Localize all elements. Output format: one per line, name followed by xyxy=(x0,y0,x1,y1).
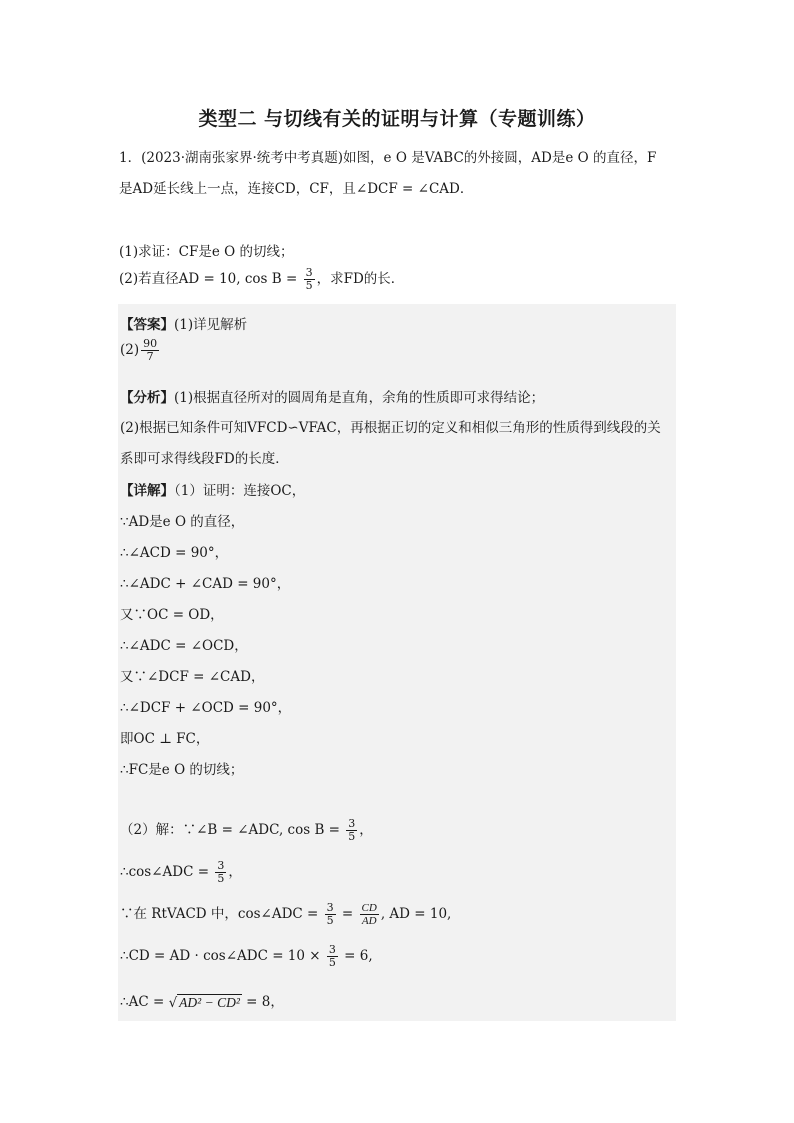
fraction-numerator: 90 xyxy=(143,337,158,350)
part2-suffix: ，求FD的长． xyxy=(316,271,405,288)
answer-line xyxy=(120,313,247,333)
square-root: √ AD² − CD² xyxy=(168,994,240,1011)
detail-line-10: ∴FC是e O 的切线； xyxy=(120,762,244,778)
solution-text: ∴CD = AD · cos∠ADC = 10 × xyxy=(120,948,325,965)
solution-text: = 8， xyxy=(241,994,284,1010)
fraction-numerator: 3 xyxy=(217,859,225,872)
solution-text: = 6, xyxy=(339,948,373,965)
detail-line-5: 又∵OC = OD， xyxy=(120,607,224,623)
detail-line-4: ∴∠ADC + ∠CAD = 90°， xyxy=(120,576,291,592)
fraction-denominator: 5 xyxy=(305,279,313,293)
fraction-denominator: 5 xyxy=(328,956,336,970)
solution-text: , AD = 10, xyxy=(380,906,452,923)
solution-text: ， xyxy=(228,864,242,881)
fraction xyxy=(346,818,357,843)
detail-line-9: 即OC ⊥ FC， xyxy=(120,731,210,747)
fraction xyxy=(141,338,159,363)
analysis-line-1 xyxy=(120,386,544,406)
detail-tag: 【详解】 xyxy=(120,483,174,499)
fraction-numerator: 3 xyxy=(328,943,336,956)
solution-text: （2）解：∵∠B = ∠ADC, cos B = xyxy=(120,822,345,839)
fraction xyxy=(304,267,315,292)
fraction-denominator: 7 xyxy=(146,350,154,364)
detail-line-3: ∴∠ACD = 90°， xyxy=(120,545,229,561)
detail-line-8: ∴∠DCF + ∠OCD = 90°， xyxy=(120,700,292,716)
solution-text: ∵在 RtVACD 中，cos∠ADC = xyxy=(120,906,323,923)
question-part-1: (1)求证：CF是e O 的切线； xyxy=(119,244,294,260)
detail-line-7: 又∵∠DCF = ∠CAD， xyxy=(120,669,265,685)
solution-text: ， xyxy=(359,822,373,839)
detail-line-1 xyxy=(120,479,305,499)
answer-text: (1)详见解析 xyxy=(174,317,248,333)
fraction-denominator: 5 xyxy=(326,914,334,928)
fraction-numerator: CD xyxy=(361,902,377,914)
analysis-line-2: (2)根据已知条件可知VFCD∽VFAC，再根据正切的定义和相似三角形的性质得到线段的关 xyxy=(120,420,661,436)
question-line-1: 1．(2023·湖南张家界·统考中考真题)如图，e O 是VABC的外接圆，AD是e O 的直径，F xyxy=(119,150,657,166)
fraction xyxy=(325,902,336,927)
fraction-numerator: 3 xyxy=(326,901,334,914)
fraction-denominator: AD xyxy=(361,915,377,928)
solution-line-4 xyxy=(120,944,373,969)
answer-tag: 【答案】 xyxy=(120,317,174,333)
analysis-text: (1)根据直径所对的圆周角是直角，余角的性质即可求得结论； xyxy=(174,390,545,406)
fraction-denominator: 5 xyxy=(348,830,356,844)
fraction xyxy=(360,902,379,927)
solution-line-5 xyxy=(120,990,284,1011)
answer-line-2 xyxy=(120,338,161,363)
fraction-numerator: 3 xyxy=(305,266,313,279)
detail-line-2: ∵AD是e O 的直径， xyxy=(120,514,245,530)
part2-prefix: (2)若直径AD = 10, cos B = xyxy=(119,271,302,288)
fraction xyxy=(215,860,226,885)
solution-line-1 xyxy=(120,818,373,843)
fraction xyxy=(327,944,338,969)
radicand: AD² − CD² xyxy=(179,994,240,1010)
detail-text: （1）证明：连接OC， xyxy=(174,483,306,499)
solution-text: ∴cos∠ADC = xyxy=(120,864,214,881)
solution-line-2 xyxy=(120,860,242,885)
analysis-line-3: 系即可求得线段FD的长度． xyxy=(120,451,289,467)
answer-part2-label: (2) xyxy=(120,342,140,359)
equals-sign: = xyxy=(337,906,358,923)
detail-line-6: ∴∠ADC = ∠OCD， xyxy=(120,638,248,654)
question-line-2: 是AD延长线上一点，连接CD，CF，且∠DCF = ∠CAD． xyxy=(119,181,474,197)
analysis-tag: 【分析】 xyxy=(120,390,174,406)
solution-text: ∴AC = xyxy=(120,994,169,1010)
fraction-denominator: 5 xyxy=(217,872,225,886)
page-title: 类型二 与切线有关的证明与计算（专题训练） xyxy=(198,108,596,130)
fraction-numerator: 3 xyxy=(348,817,356,830)
question-part-2 xyxy=(119,267,404,292)
solution-line-3 xyxy=(120,902,451,927)
